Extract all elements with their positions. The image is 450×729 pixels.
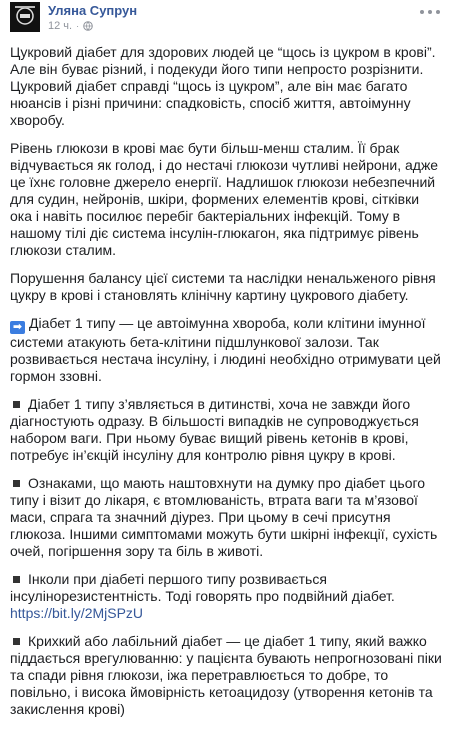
list-item [10,315,442,385]
globe-icon [83,21,93,31]
black-square-icon [13,480,20,487]
avatar[interactable] [10,2,40,32]
arrow-right-icon: ➡ [10,321,25,334]
list-item-text: Діабет 1 типу з’являється в дитинстві, хоча не завжди його діагностують одразу. В більшості випадків не супроводжується набором ваги. При ньому буває вищий рівень кетонів в крові, потребує ін’єкцій інсуліну для контролю рівня цукру в крові. [10,396,419,463]
more-options-icon[interactable] [420,6,440,18]
post-paragraph: Порушення балансу цієї системи та наслідки ненальженого рівня цукру в крові і становлять клінічну картину цукрового діабету. [10,270,436,303]
list-item-text: Діабет 1 типу — це автоімунна хвороба, коли клітини імунної системи атакують бета-клітини підшлункової залози. Так розвивається нестача інсуліну, і людині необхідно отримувати цей гормон ззовні. [10,315,441,384]
list-item [10,633,442,718]
list-item [10,396,442,464]
black-square-icon [13,401,20,408]
list-item-text: Інколи при діабеті першого типу розвивається інсулінорезистентність. Тоді говорять про подвійний діабет. [10,571,395,604]
post-paragraph: Цукровий діабет для здорових людей це “щось із цукром в крові”. Але він буває різний, і подекуди його типи непросто розрізнити. Цукровий діабет справді “щось із цукром”, але він має багато нюансів і різні причини: спадковість, спосіб життя, автоімунну хворобу. [10,44,436,128]
black-square-icon [13,576,20,583]
post-timestamp[interactable]: 12 ч. [48,20,73,32]
list-item [10,475,442,560]
author-name[interactable]: Уляна Супрун [48,3,138,18]
list-item-text: Ознаками, що мають наштовхнути на думку про діабет цього типу і візит до лікаря, є втомлюваність, втрата ваги та м’язової маси, спрага та значний діурез. При цьому в сечі присутня глюкоза. Іншими симптомами можуть бути шкірні інфекції, сухість очей, погіршення зору та біль в животі. [10,475,438,559]
external-link[interactable]: https://bit.ly/2MjSPzU [10,605,144,621]
black-square-icon [13,638,20,645]
post-body [10,44,442,729]
post-meta [48,20,93,32]
list-item-text: Крихкий або лабільний діабет — це діабет 1 типу, який важко піддається врегулюванню: у пацієнта бувають непрогнозовані піки та спади рівня глюкози, іжа перетравлюється то добре, то повільно, і висока ймовірність кетоацидозу (утворення кетонів та закислення крові) [10,633,442,717]
post-paragraph: Рівень глюкози в крові має бути більш-менш сталим. Її брак відчувається як голод, і до нестачі глюкози чутливі нейрони, адже це їхнє головне джерело енергії. Надлишок глюкози небезпечний для судин, нейронів, шкіри, формених елементів крові, сітківки ока і навіть посилює перебіг бактеріальних інфекцій. Тому в нашому тілі діє система інсулін-глюкагон, яка підтримує рівень глюкози сталим. [10,140,439,258]
post-header [10,2,440,36]
separator-dot: · [76,21,80,31]
list-item [10,571,442,622]
